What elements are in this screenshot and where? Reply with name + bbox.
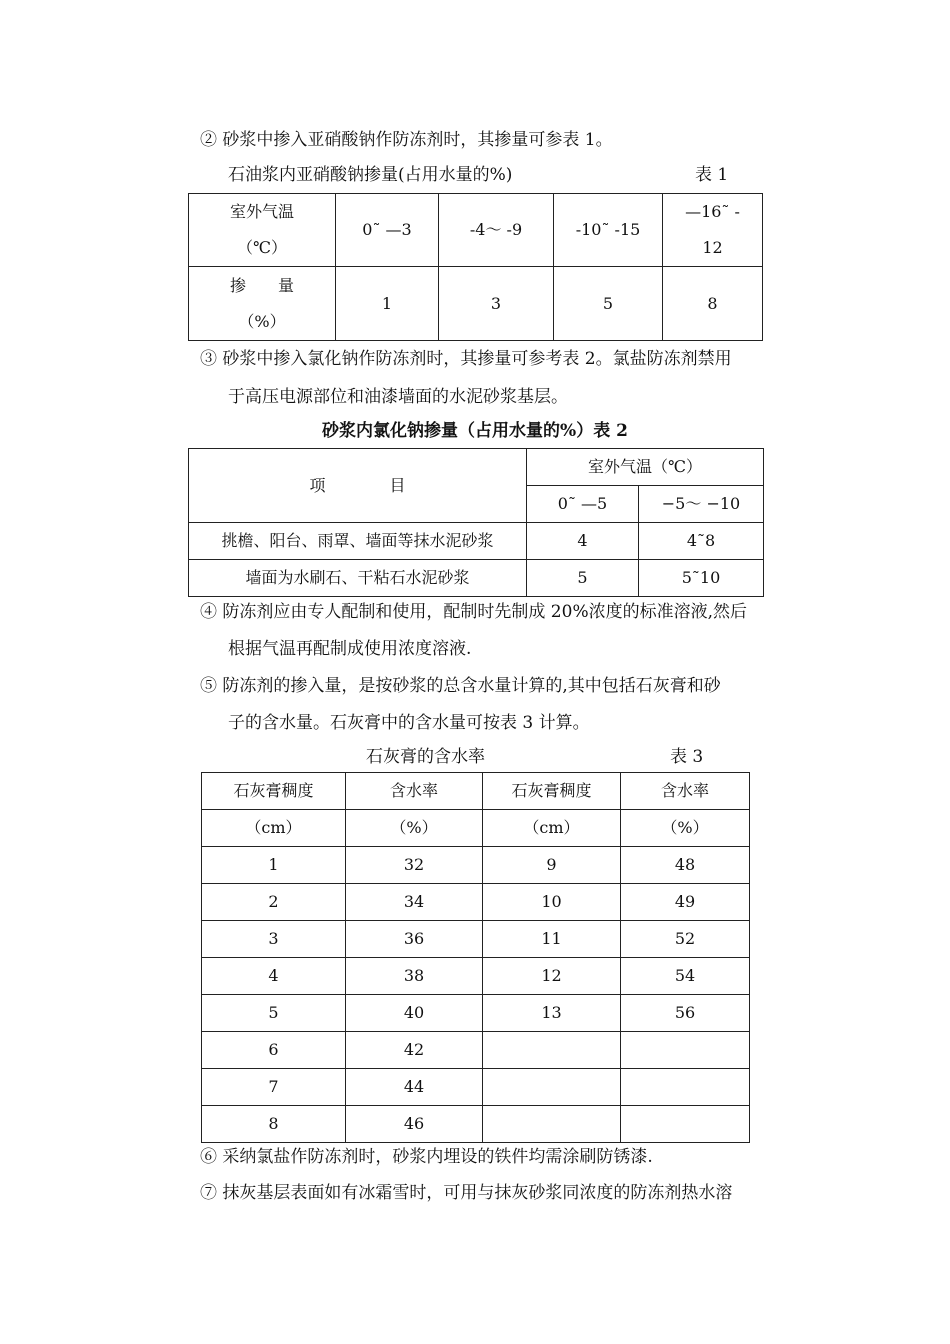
table3-cell: 1	[202, 847, 346, 884]
table2-item-cell: 挑檐、阳台、雨罩、墙面等抹水泥砂浆	[189, 523, 527, 560]
table3-cell: 11	[483, 921, 621, 958]
table3-cell	[483, 1069, 621, 1106]
table3-cell: 38	[346, 958, 483, 995]
table3-label: 表 3	[670, 747, 704, 767]
table-row	[202, 1106, 750, 1143]
table3-cell	[621, 1069, 750, 1106]
table-row	[202, 1032, 750, 1069]
table2-temp-header: 室外气温（℃）	[527, 449, 764, 486]
table3-cell: 34	[346, 884, 483, 921]
table3-cell: 42	[346, 1032, 483, 1069]
table1-temp-cell: 0˜ —3	[336, 194, 439, 267]
table3-cell: 56	[621, 995, 750, 1032]
paragraph-4-line2: 根据气温再配制成使用浓度溶液.	[228, 639, 472, 659]
table2-temp-range: −5～ −10	[639, 486, 764, 523]
table3-unit: （cm）	[202, 810, 346, 847]
paragraph-7: ⑦ 抹灰基层表面如有冰霜雪时，可用与抹灰砂浆同浓度的防冻剂热水溶	[200, 1183, 733, 1203]
table2-item-header: 项 目	[189, 449, 527, 523]
paragraph-5-line2: 子的含水量。石灰膏中的含水量可按表 3 计算。	[228, 713, 590, 733]
paragraph-5-line1: ⑤ 防冻剂的掺入量，是按砂浆的总含水量计算的,其中包括石灰膏和砂	[200, 676, 721, 696]
table1-amount-cell: 3	[439, 267, 554, 341]
table3-header-moisture: 含水率	[346, 773, 483, 810]
table2-temp-range: 0˜ —5	[527, 486, 639, 523]
table3-cell: 13	[483, 995, 621, 1032]
table3-cell: 4	[202, 958, 346, 995]
table3-cell: 36	[346, 921, 483, 958]
table3-unit: （%）	[621, 810, 750, 847]
table3-cell: 32	[346, 847, 483, 884]
table1-temp-cell: —16˜ - 12	[663, 194, 763, 267]
table1-amount-cell: 1	[336, 267, 439, 341]
table3-cell: 48	[621, 847, 750, 884]
table-row	[202, 884, 750, 921]
table3-header-consistency: 石灰膏稠度	[483, 773, 621, 810]
table3-cell: 10	[483, 884, 621, 921]
paragraph-3-line1: ③ 砂浆中掺入氯化钠作防冻剂时，其掺量可参考表 2。氯盐防冻剂禁用	[200, 349, 732, 369]
table3-caption: 石灰膏的含水率	[366, 747, 485, 767]
table-1	[188, 193, 763, 341]
table3-cell: 9	[483, 847, 621, 884]
table3-cell: 6	[202, 1032, 346, 1069]
table3-cell	[483, 1106, 621, 1143]
table3-cell: 52	[621, 921, 750, 958]
table3-cell	[483, 1032, 621, 1069]
table1-temp-header: 室外气温 （℃）	[189, 194, 336, 267]
table3-unit: （cm）	[483, 810, 621, 847]
table3-cell	[621, 1032, 750, 1069]
table1-label: 表 1	[695, 165, 729, 185]
table-row	[202, 847, 750, 884]
table1-caption: 石油浆内亚硝酸钠掺量(占用水量的%)	[228, 165, 513, 185]
table2-item-cell: 墙面为水刷石、干粘石水泥砂浆	[189, 560, 527, 597]
table2-value-cell: 4	[527, 523, 639, 560]
table3-cell: 12	[483, 958, 621, 995]
table1-amount-cell: 5	[554, 267, 663, 341]
table3-cell: 5	[202, 995, 346, 1032]
table3-cell: 40	[346, 995, 483, 1032]
table2-value-cell: 5˜10	[639, 560, 764, 597]
table3-cell: 8	[202, 1106, 346, 1143]
table2-value-cell: 4˜8	[639, 523, 764, 560]
table-row	[202, 958, 750, 995]
table-3	[201, 772, 750, 1143]
paragraph-4-line1: ④ 防冻剂应由专人配制和使用，配制时先制成 20%浓度的标准溶液,然后	[200, 602, 747, 622]
table-row	[202, 921, 750, 958]
paragraph-3-line2: 于高压电源部位和油漆墙面的水泥砂浆基层。	[228, 387, 568, 407]
table3-cell: 2	[202, 884, 346, 921]
table1-amount-header: 掺 量 （%）	[189, 267, 336, 341]
table3-cell: 44	[346, 1069, 483, 1106]
table3-cell: 54	[621, 958, 750, 995]
table-2	[188, 448, 764, 597]
table1-temp-cell: -10˜ -15	[554, 194, 663, 267]
table3-unit: （%）	[346, 810, 483, 847]
table-row	[202, 995, 750, 1032]
table3-cell: 3	[202, 921, 346, 958]
table3-cell: 49	[621, 884, 750, 921]
table3-cell	[621, 1106, 750, 1143]
table3-cell: 7	[202, 1069, 346, 1106]
paragraph-6: ⑥ 采纳氯盐作防冻剂时，砂浆内埋设的铁件均需涂刷防锈漆.	[200, 1147, 653, 1167]
table2-caption: 砂浆内氯化钠掺量（占用水量的%）表 2	[322, 421, 628, 441]
table3-header-moisture: 含水率	[621, 773, 750, 810]
table3-header-consistency: 石灰膏稠度	[202, 773, 346, 810]
paragraph-2: ② 砂浆中掺入亚硝酸钠作防冻剂时，其掺量可参表 1。	[200, 130, 613, 150]
table1-temp-cell: -4～ -9	[439, 194, 554, 267]
table2-value-cell: 5	[527, 560, 639, 597]
table1-amount-cell: 8	[663, 267, 763, 341]
table3-cell: 46	[346, 1106, 483, 1143]
table-row	[202, 1069, 750, 1106]
